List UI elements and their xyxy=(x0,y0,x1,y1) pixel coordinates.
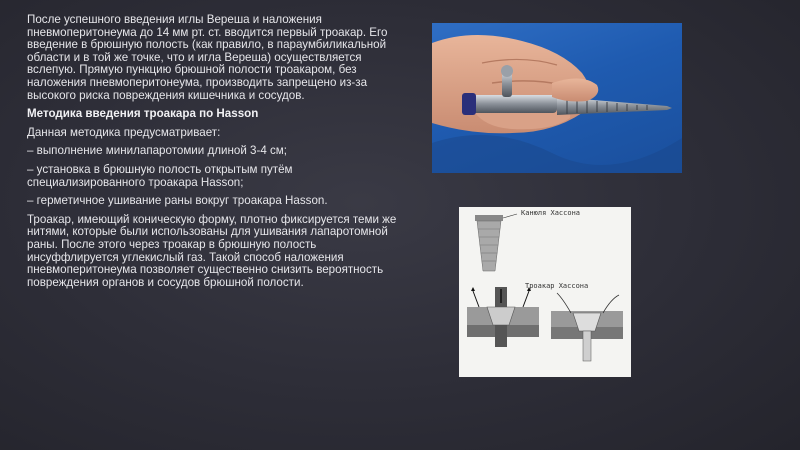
list-item: – выполнение минилапаротомии длиной 3-4 см; xyxy=(27,144,287,158)
list-item: – установка в брюшную полость открытым путём специализированного троакара Hasson; xyxy=(27,162,293,189)
text-column xyxy=(27,14,399,295)
list-item: – герметичное ушивание раны вокруг троакара Hasson. xyxy=(27,194,328,208)
intro-paragraph: После успешного введения иглы Вереша и наложения пневмоперитонеума до 14 мм рт. ст. вводится первый троакар. Его введение в брюшную полость (как правило, в параумбиликальной области и в той же точке, что и игла Вереша) осуществляется вслепую. Прямую пункцию брюшной полости троакаром, без наложения пневмоперитонеума, производить запрещено из-за высокого риска повреждения кишечника и сосудов. xyxy=(27,13,388,102)
trocar-in-hand-illustration xyxy=(432,23,682,173)
method-intro: Данная методика предусматривает: xyxy=(27,125,221,139)
trocar-photo xyxy=(432,23,682,173)
closing-paragraph: Троакар, имеющий коническую форму, плотно фиксируется теми же нитями, которые были использованы для ушивания лапаротомной раны. После этого через троакар в брюшную полость инсуффлируется углекислый газ. Такой способ наложения пневмоперитонеума позволяет существенно снизить вероятность повреждения органов и сосудов брюшной полости. xyxy=(27,212,397,289)
section-heading: Методика введения троакара по Hasson xyxy=(27,107,259,121)
hasson-cannula-diagram xyxy=(459,207,631,377)
trocar-label: Троакар Хассона xyxy=(525,282,589,290)
hasson-diagram xyxy=(459,207,631,377)
cannula-label: Канюля Хассона xyxy=(521,209,581,217)
